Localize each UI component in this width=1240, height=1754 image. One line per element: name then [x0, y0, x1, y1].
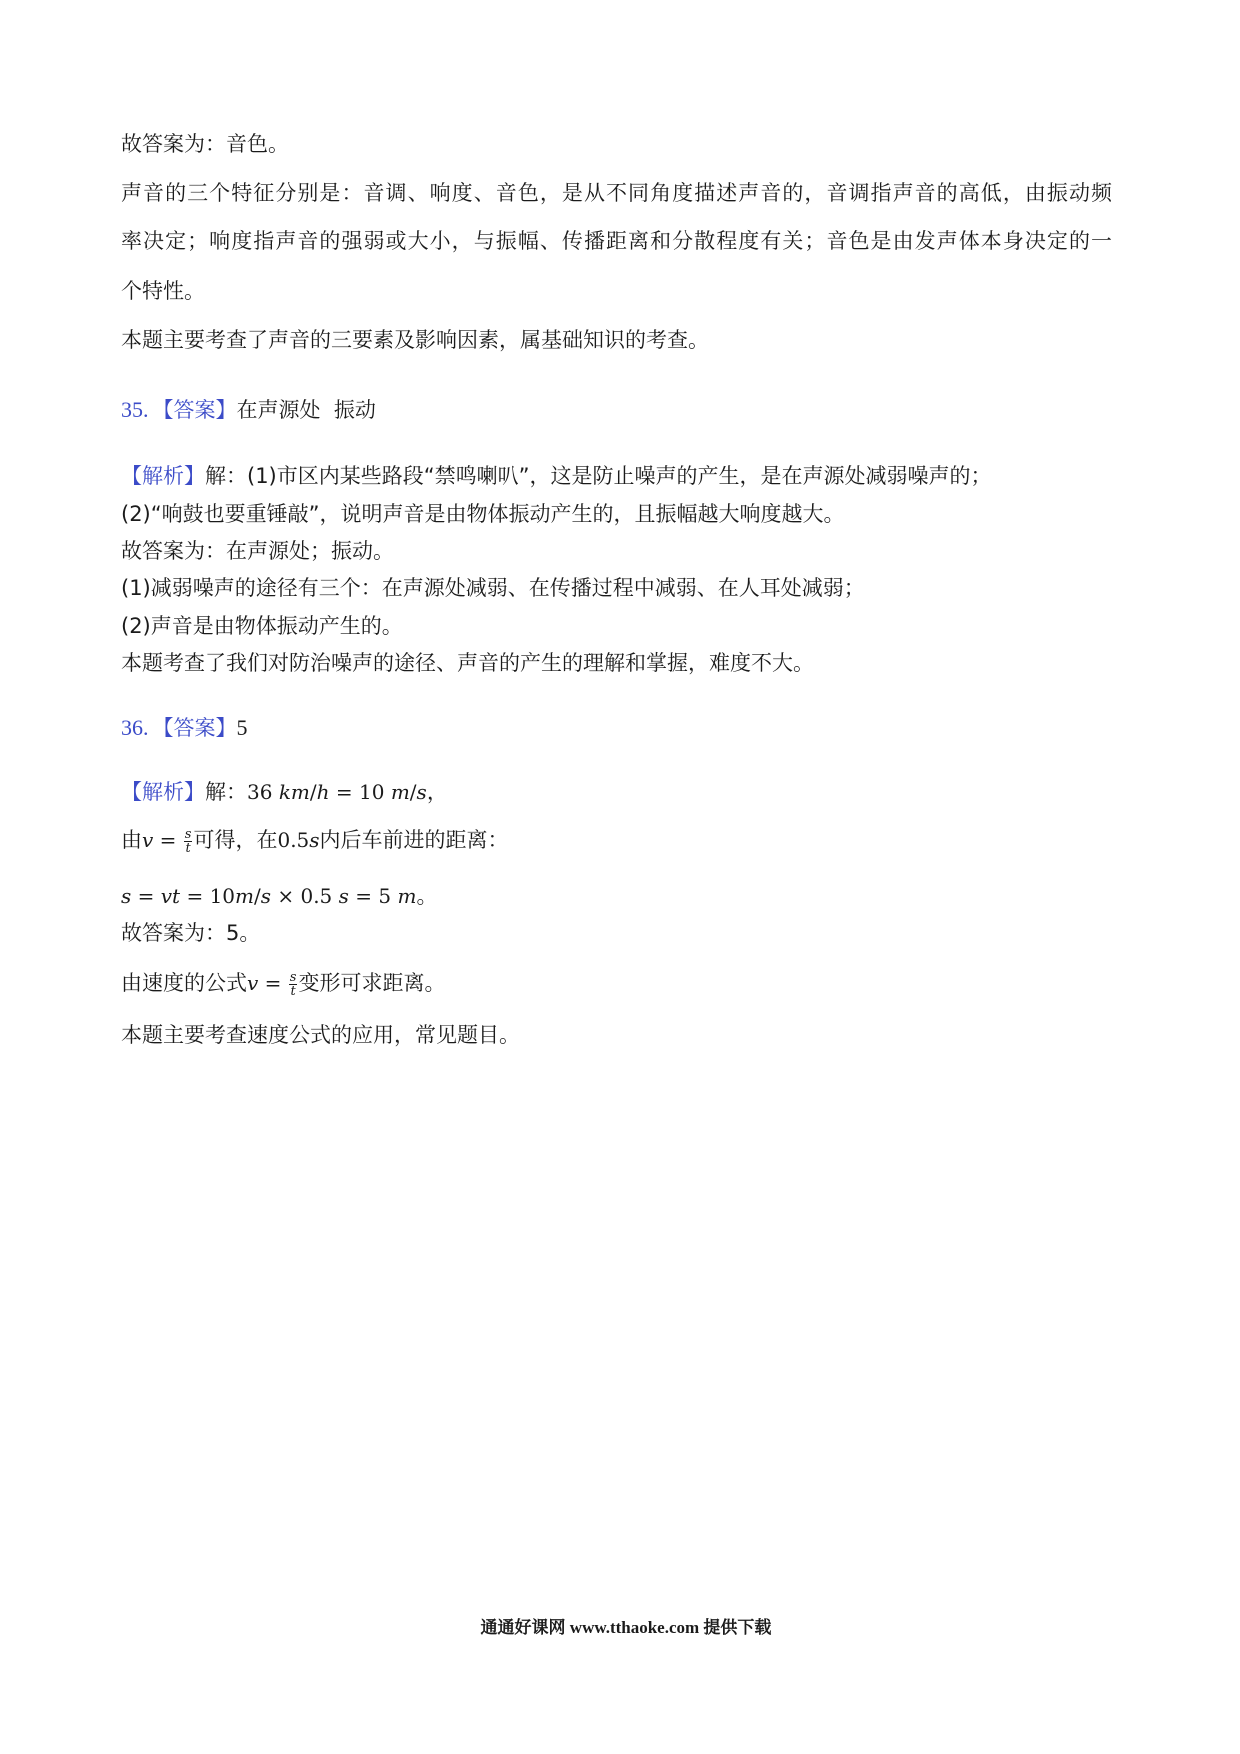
math-variable: s [309, 828, 320, 852]
text-run: 变形可求距离。 [298, 971, 446, 995]
math-symbol: = 10 [329, 780, 391, 804]
math-symbol: 36 [247, 780, 279, 804]
math-variable: km [278, 780, 310, 804]
math-symbol: 0.5 [277, 828, 310, 852]
q36-answer-row [121, 713, 1112, 743]
q34-analysis-line: 率决定；响度指声音的强弱或大小，与振幅、传播距离和分散程度有关；音色是由发声体本身决定的一 [121, 229, 1112, 253]
q36-analysis-line [121, 777, 1112, 807]
analysis-tag: 【解析】 [121, 464, 205, 488]
fraction-denominator: t [185, 840, 191, 856]
math-expression [121, 884, 416, 908]
math-symbol: / [309, 780, 317, 804]
math-symbol: = 5 [348, 884, 398, 908]
math-variable: s [260, 884, 271, 908]
q35-analysis-line: 本题考查了我们对防治噪声的途径、声音的产生的理解和掌握，难度不大。 [121, 651, 814, 675]
math-symbol: × 0.5 [271, 884, 339, 908]
fraction-numerator: s [289, 969, 297, 985]
q34-analysis-line: 声音的三个特征分别是：音调、响度、音色，是从不同角度描述声音的，音调指声音的高低，由振动频 [121, 181, 1112, 205]
q34-answer-line: 故答案为：音色。 [121, 132, 289, 156]
math-variable: m [235, 884, 254, 908]
text-run: 本题主要考查速度公式的应用，常见题目。 [121, 1023, 520, 1047]
math-variable: v [247, 971, 259, 995]
q34-analysis-line: 个特性。 [121, 279, 205, 303]
math-expression [247, 971, 288, 995]
math-expression [277, 828, 319, 852]
math-symbol: = [153, 828, 183, 852]
q35-analysis-line [121, 461, 1112, 491]
text-run: 由 [121, 828, 142, 852]
answer-text: 5 [236, 715, 248, 740]
q35-analysis-line: (2)“响鼓也要重锤敲”，说明声音是由物体振动产生的，且振幅越大响度越大。 [121, 502, 845, 526]
q36-analysis-line [121, 968, 1112, 998]
fraction [289, 971, 298, 998]
fraction [184, 828, 193, 855]
math-variable: s [338, 884, 349, 908]
text-run: 。 [416, 884, 438, 908]
text-run: ， [426, 780, 448, 804]
text-run: 解： [205, 780, 247, 804]
answer-text: 在声源处 振动 [236, 398, 376, 422]
analysis-tag: 【解析】 [121, 780, 205, 804]
math-expression [247, 780, 427, 804]
math-symbol: / [253, 884, 261, 908]
q35-answer-row [121, 395, 1112, 425]
q35-analysis-line: (1)减弱噪声的途径有三个：在声源处减弱、在传播过程中减弱、在人耳处减弱； [121, 576, 865, 600]
fraction-denominator: t [290, 983, 296, 999]
answer-tag: 【答案】 [152, 398, 237, 422]
fraction-numerator: s [184, 826, 192, 842]
q35-analysis-line: (2)声音是由物体振动产生的。 [121, 614, 403, 638]
text-run: 故答案为：5。 [121, 921, 261, 945]
math-variable: m [397, 884, 417, 908]
page-footer: 通通好课网 www.tthaoke.com 提供下载 [480, 1618, 772, 1637]
text-run: 可得，在 [193, 828, 278, 852]
math-variable: h [316, 780, 330, 804]
text-run: 内后车前进的距离： [319, 828, 509, 852]
math-expression [142, 828, 183, 852]
question-number: 36. [121, 715, 149, 740]
q36-analysis-line [121, 1020, 1112, 1050]
q36-analysis-line [121, 918, 1112, 948]
analysis-text: 解：(1)市区内某些路段“禁鸣喇叭”，这是防止噪声的产生，是在声源处减弱噪声的； [205, 464, 992, 488]
q34-summary-line: 本题主要考查了声音的三要素及影响因素，属基础知识的考查。 [121, 328, 709, 352]
math-symbol: / [409, 780, 417, 804]
math-variable: s [416, 780, 427, 804]
math-variable: v [142, 828, 154, 852]
text-run: 由速度的公式 [121, 971, 247, 995]
q35-analysis-line: 故答案为：在声源处；振动。 [121, 539, 394, 563]
q36-analysis-line [121, 881, 1112, 911]
math-symbol: = [131, 884, 161, 908]
math-symbol: = 10 [180, 884, 236, 908]
math-variable: m [390, 780, 410, 804]
math-variable: vt [160, 884, 181, 908]
math-symbol: = [258, 971, 288, 995]
answer-tag: 【答案】 [152, 716, 237, 740]
analysis-text [205, 780, 448, 804]
question-number: 35. [121, 397, 149, 422]
math-variable: s [121, 884, 132, 908]
q36-analysis-line [121, 825, 1112, 855]
